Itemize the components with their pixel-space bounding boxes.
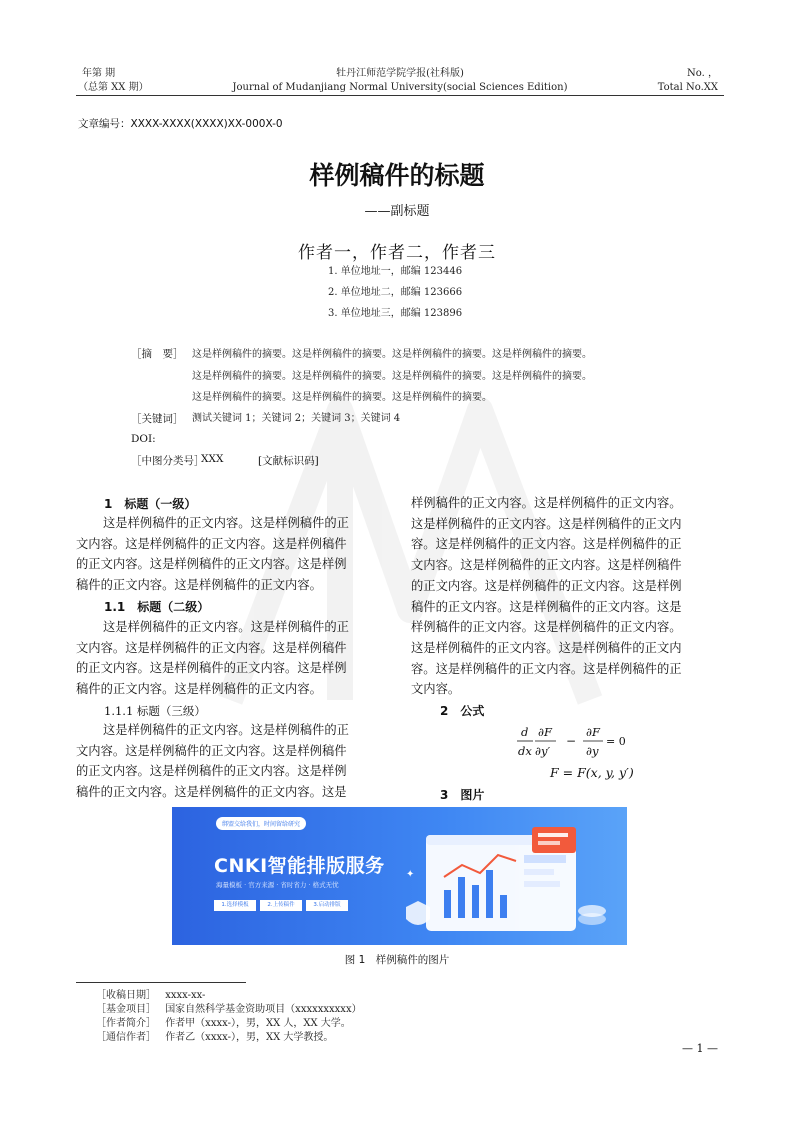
svg-text:d: d xyxy=(521,725,529,739)
svg-text:∂y: ∂y xyxy=(586,744,599,758)
text-line: 这是样例稿件的正文内容。这是样例稿件的正文内 xyxy=(411,640,682,655)
heading-level-3: 1.1.1 标题（三级） xyxy=(104,704,206,718)
header-rule xyxy=(76,95,724,96)
clc-value: XXX xyxy=(201,453,224,465)
svg-text:−: − xyxy=(565,734,577,748)
clc-label: ［中图分类号］ xyxy=(131,455,205,467)
footnote-author-bio xyxy=(96,1017,351,1030)
text-line: 文内容。这是样例稿件的正文内容。这是样例稿件 xyxy=(76,536,347,551)
text-line: 的正文内容。这是样例稿件的正文内容。这是样例 xyxy=(76,764,347,779)
affiliation-3: 3. 单位地址三，邮编 123896 xyxy=(328,308,463,319)
text-placeholder xyxy=(524,881,560,887)
footnote-received xyxy=(96,989,205,1002)
left-paragraph-2 xyxy=(76,617,382,700)
document-code-label: [文献标识码] xyxy=(258,455,319,467)
coin-stack-icon xyxy=(578,905,606,917)
footnote-rule xyxy=(76,982,246,983)
text-line: 文内容。这是样例稿件的正文内容。这是样例稿件 xyxy=(411,558,682,573)
svg-text:dx: dx xyxy=(518,744,532,758)
header-no: No. ， xyxy=(687,68,718,79)
abstract-label: ［摘 要］ xyxy=(131,348,184,360)
heading-level-2: 1.1 标题（二级） xyxy=(104,600,210,614)
text-placeholder xyxy=(524,855,566,863)
euler-lagrange-formula xyxy=(516,723,626,761)
footnote-label: ［基金项目］ xyxy=(96,1004,156,1015)
authors: 作者一，作者二，作者三 xyxy=(298,243,496,263)
orange-card-line xyxy=(538,841,560,845)
right-paragraph xyxy=(411,493,720,700)
footnote-label: ［作者简介］ xyxy=(96,1018,156,1029)
journal-name-cn: 牡丹江师范学院学报(社科版) xyxy=(336,68,464,79)
text-line: 这是样例稿件的正文内容。这是样例稿件的正 xyxy=(103,723,349,737)
banner-step-2: 2.上传稿件 xyxy=(260,900,302,911)
text-line: 这是样例稿件的正文内容。这是样例稿件的正 xyxy=(103,620,349,634)
text-line: 的正文内容。这是样例稿件的正文内容。这是样例 xyxy=(76,661,347,676)
banner-subtitle: 海量模板 · 官方来源 · 省时省力 · 格式无忧 xyxy=(216,881,339,889)
text-line: 样例稿件的正文内容。这是样例稿件的正文内容。 xyxy=(411,496,682,510)
text-line: 稿件的正文内容。这是样例稿件的正文内容。这是 xyxy=(76,785,347,800)
footnote-corresponding xyxy=(96,1031,333,1044)
formula-function: F = F(x, y, y′) xyxy=(550,765,634,780)
text-line: 文内容。这是样例稿件的正文内容。这是样例稿件 xyxy=(76,640,347,655)
orange-card xyxy=(532,827,576,853)
text-placeholder xyxy=(524,869,554,875)
banner-title: CNKI智能排版服务 xyxy=(214,855,385,877)
doi: DOI: xyxy=(131,433,156,445)
paper-title: 样例稿件的标题 xyxy=(309,161,485,190)
keywords: 测试关键词 1；关键词 2；关键词 3；关键词 4 xyxy=(192,413,401,424)
footnote-value: 国家自然科学基金资助项目（xxxxxxxxxx） xyxy=(165,1004,362,1015)
affiliation-1: 1. 单位地址一，邮编 123446 xyxy=(328,266,463,277)
journal-name-en: Journal of Mudanjiang Normal University(social Sciences Edition) xyxy=(232,82,568,93)
heading-figure: 3 图片 xyxy=(440,788,485,802)
svg-text:= 0: = 0 xyxy=(606,735,626,748)
header-total-no: Total No.XX xyxy=(657,82,718,93)
svg-text:∂F: ∂F xyxy=(538,725,552,739)
left-paragraph-1 xyxy=(76,513,382,596)
footnote-label: ［收稿日期］ xyxy=(96,990,156,1001)
text-line: 这是样例稿件的正文内容。这是样例稿件的正文内 xyxy=(411,516,682,531)
abstract-line-3: 这是样例稿件的摘要。这是样例稿件的摘要。这是样例稿件的摘要。 xyxy=(192,392,492,403)
page-number: — 1 — xyxy=(682,1042,718,1055)
article-number: 文章编号：XXXX-XXXX(XXXX)XX-000X-0 xyxy=(78,118,283,130)
text-line: 样例稿件的正文内容。这是样例稿件的正文内容。 xyxy=(411,620,682,635)
keywords-label: ［关键词］ xyxy=(131,413,184,425)
abstract-line-1: 这是样例稿件的摘要。这是样例稿件的摘要。这是样例稿件的摘要。这是样例稿件的摘要。 xyxy=(192,349,592,360)
text-line: 稿件的正文内容。这是样例稿件的正文内容。 xyxy=(76,682,322,697)
text-line: 稿件的正文内容。这是样例稿件的正文内容。 xyxy=(76,578,322,593)
header-issue: 年第 期 xyxy=(82,68,116,79)
footnote-label: ［通信作者］ xyxy=(96,1032,156,1043)
text-line: 这是样例稿件的正文内容。这是样例稿件的正 xyxy=(103,516,349,530)
text-line: 文内容。 xyxy=(411,682,461,697)
banner-step-1: 1.选择模板 xyxy=(214,900,256,911)
left-paragraph-3 xyxy=(76,720,382,803)
text-line: 的正文内容。这是样例稿件的正文内容。这是样例 xyxy=(411,578,682,593)
header-total-issue: （总第 XX 期） xyxy=(78,82,149,93)
banner-illustration xyxy=(392,815,622,943)
text-line: 的正文内容。这是样例稿件的正文内容。这是样例 xyxy=(76,557,347,572)
footnote-fund xyxy=(96,1003,362,1016)
affiliation-2: 2. 单位地址二，邮编 123666 xyxy=(328,287,463,298)
footnote-value: 作者乙（xxxx-），男，XX 大学教授。 xyxy=(165,1032,334,1043)
heading-formula: 2 公式 xyxy=(440,704,485,718)
footnote-value: 作者甲（xxxx-），男，XX 人，XX 大学。 xyxy=(165,1018,351,1029)
footnote-value: xxxx-xx- xyxy=(165,990,206,1001)
text-line: 文内容。这是样例稿件的正文内容。这是样例稿件 xyxy=(76,743,347,758)
text-line: 稿件的正文内容。这是样例稿件的正文内容。这是 xyxy=(411,599,682,614)
text-line: 容。这是样例稿件的正文内容。这是样例稿件的正 xyxy=(411,661,682,676)
figure-caption: 图 1 样例稿件的图片 xyxy=(344,954,450,966)
text-line: 容。这是样例稿件的正文内容。这是样例稿件的正 xyxy=(411,537,682,552)
figure-banner xyxy=(172,807,627,945)
svg-text:∂F: ∂F xyxy=(586,725,600,739)
svg-text:∂y′: ∂y′ xyxy=(535,744,551,758)
paper-subtitle: ——副标题 xyxy=(364,204,430,219)
sparkle-icon: ✦ xyxy=(406,869,415,880)
abstract-line-2: 这是样例稿件的摘要。这是样例稿件的摘要。这是样例稿件的摘要。这是样例稿件的摘要。 xyxy=(192,371,592,382)
heading-level-1: 1 标题（一级） xyxy=(104,497,197,511)
orange-card-line xyxy=(538,833,568,837)
banner-step-3: 3.启动排版 xyxy=(306,900,348,911)
banner-tag: 绑盟交给我们，时间留给研究 xyxy=(216,817,306,830)
